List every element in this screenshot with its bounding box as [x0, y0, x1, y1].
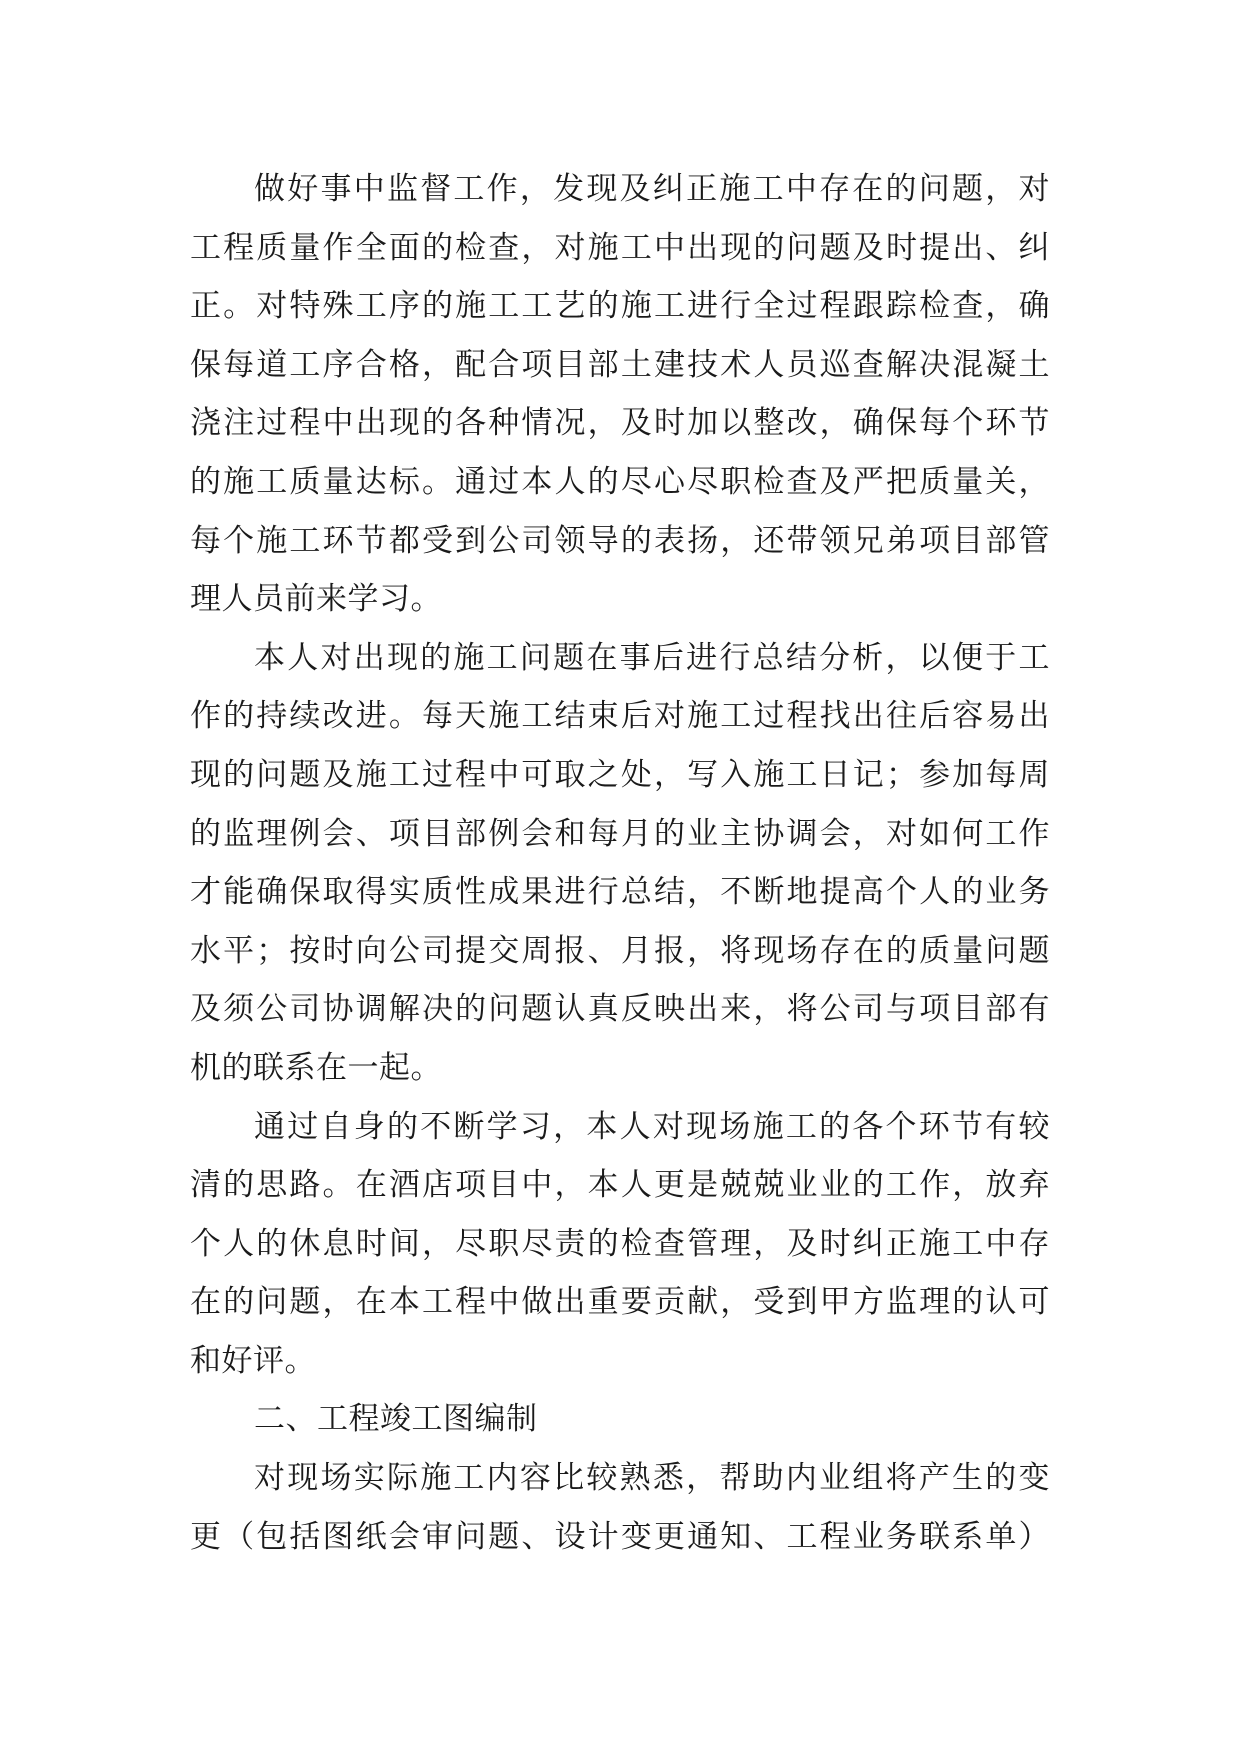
paragraph-2-line-6: 水平；按时向公司提交周报、月报，将现场存在的质量问题 — [190, 932, 1050, 969]
paragraph-1-line-6: 的施工质量达标。通过本人的尽心尽职检查及严把质量关， — [190, 463, 1050, 500]
paragraph-3-line-2: 清的思路。在酒店项目中，本人更是兢兢业业的工作，放弃 — [190, 1167, 1050, 1204]
document-body — [190, 160, 1050, 1566]
paragraph-3-line-4: 在的问题，在本工程中做出重要贡献，受到甲方监理的认可 — [190, 1284, 1050, 1321]
paragraph-1-line-7: 每个施工环节都受到公司领导的表扬，还带领兄弟项目部管 — [190, 522, 1050, 559]
paragraph-3-line-5: 和好评。 — [190, 1342, 316, 1379]
paragraph-1-line-1: 做好事中监督工作，发现及纠正施工中存在的问题，对 — [254, 171, 1050, 207]
paragraph-1-line-8: 理人员前来学习。 — [190, 581, 442, 618]
paragraph-3-line-3: 个人的休息时间，尽职尽责的检查管理，及时纠正施工中存 — [190, 1225, 1050, 1262]
paragraph-2-line-8: 机的联系在一起。 — [190, 1049, 442, 1086]
paragraph-1-line-5: 浇注过程中出现的各种情况，及时加以整改，确保每个环节 — [190, 405, 1050, 442]
paragraph-2-line-1: 本人对出现的施工问题在事后进行总结分析，以便于工 — [254, 639, 1050, 676]
paragraph-2-line-2: 作的持续改进。每天施工结束后对施工过程找出往后容易出 — [190, 698, 1050, 735]
paragraph-1-line-4: 保每道工序合格，配合项目部土建技术人员巡查解决混凝土 — [190, 346, 1050, 383]
paragraph-3-line-1: 通过自身的不断学习，本人对现场施工的各个环节有较 — [254, 1108, 1050, 1145]
paragraph-2-line-4: 的监理例会、项目部例会和每月的业主协调会，对如何工作 — [190, 815, 1050, 852]
paragraph-4-line-2: 更（包括图纸会审问题、设计变更通知、工程业务联系单） — [190, 1518, 1050, 1555]
paragraph-1-line-2: 工程质量作全面的检查，对施工中出现的问题及时提出、纠 — [190, 229, 1050, 266]
paragraph-2-line-3: 现的问题及施工过程中可取之处，写入施工日记；参加每周 — [190, 756, 1050, 793]
paragraph-1-line-3: 正。对特殊工序的施工工艺的施工进行全过程跟踪检查，确 — [190, 288, 1050, 325]
paragraph-4-line-1: 对现场实际施工内容比较熟悉，帮助内业组将产生的变 — [254, 1460, 1050, 1497]
paragraph-2-line-5: 才能确保取得实质性成果进行总结，不断地提高个人的业务 — [190, 874, 1050, 911]
section-heading: 二、工程竣工图编制 — [254, 1401, 538, 1438]
paragraph-2-line-7: 及须公司协调解决的问题认真反映出来，将公司与项目部有 — [190, 991, 1050, 1028]
